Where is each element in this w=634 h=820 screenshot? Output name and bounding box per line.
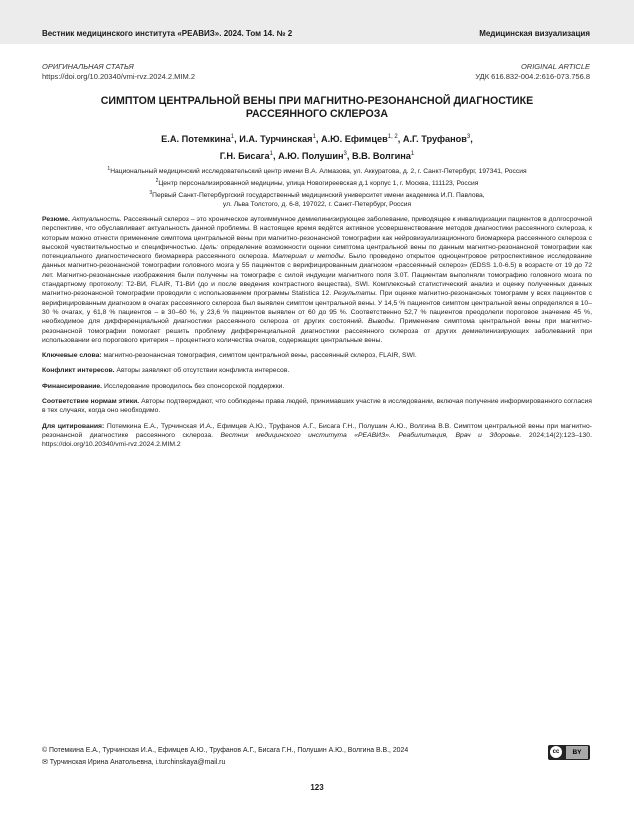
cc-by-license-badge[interactable] bbox=[548, 745, 590, 760]
funding: Финансирование. Исследование проводилось без спонсорской поддержки. bbox=[42, 382, 285, 390]
results-label: Результаты. bbox=[333, 290, 378, 298]
results-text: При оценке магнитно-резонансных томограмм у всех пациентов с верифицированным диагнозом в очагах рассеянного склероза был выявлен симптом центральной вены. У 14,5 % пациентов симптом центральной вены определялся в 10–30 % очагах, у 61,8 % пациентов – в 30–60 %, у 23,6 % пациентов выявлен от 60 до 95 %. Соответственно 52,7 % пациентов преодолели пороговое значение 45 %, необходимое для дифференциальной диагностики рассеянного склероза от других состояний. bbox=[42, 290, 592, 326]
title-line-1: СИМПТОМ ЦЕНТРАЛЬНОЙ ВЕНЫ ПРИ МАГНИТНО-РЕЗОНАНСНОЙ ДИАГНОСТИКЕ bbox=[100, 95, 534, 107]
author-list bbox=[42, 130, 592, 164]
author-affil-ref: 1 bbox=[312, 134, 316, 140]
goal-label: Цель: bbox=[200, 243, 219, 251]
ethics: Соответствие нормам этики. Авторы подтверждают, что соблюдены права людей, принимавших участие в исследовании, включая получение информированного согласия в тех случаях, когда оно необходимо. bbox=[42, 398, 592, 415]
author-line-2: Г.Н. Бисага$^1$, А.Ю. Полушин$^3$, В.В. Волгина$^1$ bbox=[219, 151, 415, 162]
article-title bbox=[42, 95, 592, 121]
contact-line bbox=[42, 758, 225, 766]
section-title: Медицинская визуализация bbox=[479, 29, 590, 38]
methods-text: Было проведено открытое одноцентровое ретроспективное исследование данных магнитно-резонансной томографии головного мозга у 55 пациентов с верифицированным диагнозом «рассеянный склероз» (EDSS 1.0-6.5) в возрасте от 19 до 72 лет. Магнитно-резонансные изображения были получены на томографе с силой индукции магнитного поля 3.0Т. Пациентам выполняли томографию головного мозга по стандартному протоколу: Т2-ВИ, FLAIR, Т1-ВИ (до и после введения контрастного вещества), SWI. Комплексный статистический анализ и оценку полученных данных магнитно-резонансной томографии проводили с использованием программы Statistica 12. bbox=[42, 253, 592, 298]
methods-label: Материал и методы. bbox=[272, 253, 346, 261]
abstract-paragraph bbox=[42, 215, 592, 345]
affiliation-item: $^3$Первый Санкт-Петербургский государственный медицинский университет имени академика И.П. Павлова, bbox=[149, 189, 485, 199]
author-name: А.Г. Труфанов bbox=[402, 134, 467, 145]
author-affil-ref: 3 bbox=[343, 151, 347, 158]
abstract-block bbox=[42, 215, 592, 456]
page-number: 123 bbox=[310, 783, 324, 792]
journal-header bbox=[0, 0, 634, 44]
author-name: А.Ю. Ефимцев bbox=[320, 134, 388, 145]
by-icon: BY bbox=[566, 746, 588, 759]
udc-code: УДК 616.832-004.2:616-073.756.8 bbox=[475, 72, 590, 81]
author-affil-ref: 1 bbox=[230, 134, 235, 140]
author-name: Е.А. Потемкина bbox=[161, 134, 231, 145]
journal-title: Вестник медицинского института «РЕАВИЗ». 2024. Том 14. № 2 bbox=[42, 29, 293, 38]
affiliation-item: $^2$Центр персонализированной медицины, улица Новогиреевская д.1 корпус 1, г. Москва, 111123, Россия bbox=[155, 177, 479, 188]
author-name: Г.Н. Бисага bbox=[219, 151, 270, 162]
affiliation-item: $^1$Национальный медицинский исследовательский центр имени В.А. Алмазова, ул. Аккуратова, д. 2, г. Санкт-Петербург, 197341, Россия bbox=[107, 166, 527, 176]
relevance-label: Актуальность. bbox=[71, 216, 122, 223]
goal-text: определение возможности оценки симптома центральной вены по данным магнитно-резонансной томографии как потенциального диагностического биомаркера рассеянного склероза. bbox=[42, 243, 592, 261]
citation: Для цитирования: Потемкина Е.А., Турчинская И.А., Ефимцев А.Ю., Труфанов А.Г., Бисага Г.Н., Полушин А.Ю., Волгина В.В. Симптом центральной вены при магнитно-резонансной диагностике рассеянного склероза. Вестник медицинского института «РЕАВИЗ». Реабилитация, Врач и Здоровье. 2024;14(2):123–130. https://doi.org/10.20340/vmi-rvz.2024.2.MIM.2 bbox=[42, 422, 592, 449]
affiliation-item: ул. Льва Толстого, д. 6-8, 197022, г. Санкт-Петербург, Россия bbox=[222, 201, 412, 209]
affiliation-list bbox=[42, 165, 592, 210]
author-name: В.В. Волгина bbox=[351, 151, 411, 162]
cc-icon: cc bbox=[550, 746, 562, 758]
article-type-ru: ОРИГИНАЛЬНАЯ СТАТЬЯ bbox=[42, 62, 134, 71]
author-name: А.Ю. Полушин bbox=[278, 151, 344, 162]
conflict-of-interest: Конфликт интересов. Авторы заявляют об отсутствии конфликта интересов. bbox=[42, 367, 290, 375]
relevance-text: Рассеянный склероз – это хроническое аутоиммунное демиелинизирующее заболевание, приводящее к инвалидизации пациентов в долгосрочной перспективе, что обуславливает актуальность данной проблемы. В настоящее время ведётся активное усовершенствование методов диагностики рассеянного склероза, к которым можно отнести применение симптома центральной вены при магнитно-резонансной томографии как нейровизуализационного биомаркера рассеянного склероза с высокой чувствительностью и специфичностью. bbox=[42, 216, 592, 251]
contact-email[interactable]: i.turchinskaya@mail.ru bbox=[155, 759, 226, 766]
contact-name: Турчинская Ирина Анатольевна, bbox=[49, 759, 154, 766]
author-affil-ref: 1 bbox=[410, 151, 415, 158]
article-type-en: ORIGINAL ARTICLE bbox=[520, 62, 590, 71]
copyright-notice: © Потемкина Е.А., Турчинская И.А., Ефимцев А.Ю., Труфанов А.Г., Бисага Г.Н., Полушин А.Ю., Волгина В.В., 2024 bbox=[42, 747, 409, 754]
author-line-1: Е.А. Потемкина$^1$, И.А. Турчинская$^1$, А.Ю. Ефимцев$^{1, 2}$, А.Г. Труфанов$^3$, bbox=[161, 134, 473, 145]
conclusions-label: Выводы. bbox=[368, 318, 396, 326]
keywords: Ключевые слова: магнитно-резонансная томография, симптом центральной вены, рассеянный склероз, FLAIR, SWI. bbox=[42, 352, 417, 360]
author-name: И.А. Турчинская bbox=[239, 134, 313, 145]
envelope-icon: ✉ bbox=[42, 759, 48, 766]
author-affil-ref: 1, 2 bbox=[387, 134, 398, 140]
title-line-2: РАССЕЯННОГО СКЛЕРОЗА bbox=[245, 108, 389, 120]
doi-link[interactable]: https://doi.org/10.20340/vmi-rvz.2024.2.MIM.2 bbox=[42, 72, 195, 81]
abstract-label: Резюме. bbox=[42, 216, 70, 223]
author-affil-ref: 1 bbox=[269, 151, 273, 158]
conclusions-text: Применение симптома центральной вены при магнитно-резонансной томографии помогает решить проблему дифференциальной диагностики рассеянного склероза от других демиелинизирующих заболеваний при использовании его порогового критерия – процентного количества очагов, содержащих центральные вены. bbox=[42, 318, 592, 344]
author-affil-ref: 3 bbox=[466, 134, 471, 140]
